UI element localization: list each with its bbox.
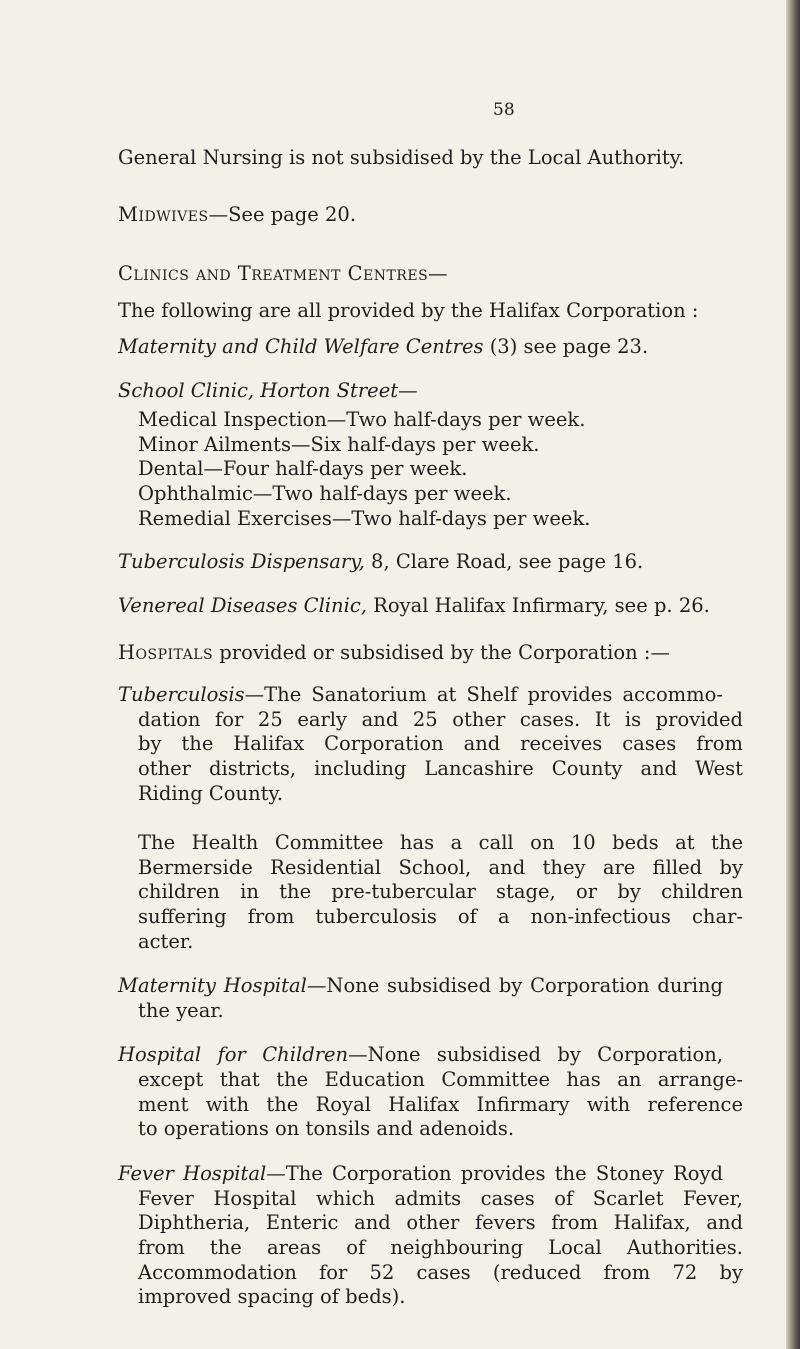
fever-hospital-line-4: from the areas of neighbouring Local Authorities.: [138, 1236, 743, 1259]
fever-hospital-line-3: Diphtheria, Enteric and other fevers from Halifax, and: [138, 1211, 743, 1234]
school-clinic-title: School Clinic, Horton Street—: [118, 379, 418, 402]
bermerside-line-5: acter.: [138, 930, 194, 953]
vd-clinic-title: Venereal Diseases Clinic,: [118, 594, 367, 617]
tb-dispensary-line: [118, 552, 643, 572]
fever-hospital-line-5: Accommodation for 52 cases (reduced from 72 by: [138, 1261, 743, 1284]
tuberculosis-text-1: —The Sanatorium at Shelf provides accommo-: [244, 683, 723, 706]
fever-hospital-line-2: Fever Hospital which admits cases of Scarlet Fever,: [138, 1187, 743, 1210]
tuberculosis-line-3: by the Halifax Corporation and receives cases from: [138, 732, 743, 755]
fever-hospital-line-6: improved spacing of beds).: [138, 1285, 406, 1308]
children-hospital-line-3: ment with the Royal Halifax Infirmary with reference: [138, 1093, 743, 1116]
children-hospital-line-1: [118, 1045, 723, 1065]
school-item-dental: Dental—Four half-days per week.: [138, 457, 468, 480]
midwives-text: —See page 20.: [208, 203, 357, 226]
school-item-remedial: Remedial Exercises—Two half-days per week.: [138, 507, 591, 530]
maternity-hospital-line-1: [118, 976, 723, 996]
clinics-heading: Clinics and Treatment Centres—: [118, 262, 449, 285]
vd-clinic-text: Royal Halifax Infirmary, see p. 26.: [366, 594, 710, 617]
tb-dispensary-text: 8, Clare Road, see page 16.: [364, 550, 644, 573]
fever-hospital-line-1: [118, 1164, 723, 1184]
fever-hospital-text-1: —The Corporation provides the Stoney Royd: [266, 1162, 723, 1185]
maternity-hospital-line-2: the year.: [138, 999, 224, 1022]
children-hospital-line-2: except that the Education Committee has an arrange-: [138, 1068, 743, 1091]
maternity-centres-title: Maternity and Child Welfare Centres: [118, 335, 484, 358]
school-item-ophthalmic: Ophthalmic—Two half-days per week.: [138, 482, 512, 505]
bermerside-line-1: The Health Committee has a call on 10 beds at the: [138, 831, 743, 854]
bermerside-line-4: suffering from tuberculosis of a non-infectious char-: [138, 905, 743, 928]
fever-hospital-title: Fever Hospital: [118, 1162, 267, 1185]
hospitals-heading-line: [118, 643, 670, 663]
page-edge-shadow: [786, 0, 800, 1349]
school-item-minor: Minor Ailments—Six half-days per week.: [138, 433, 540, 456]
maternity-hospital-text-1: —None subsidised by Corporation during: [306, 974, 723, 997]
hospitals-heading: Hospitals: [118, 641, 214, 664]
page-number: 58: [493, 100, 515, 120]
tb-dispensary-title: Tuberculosis Dispensary,: [118, 550, 365, 573]
tuberculosis-line-5: Riding County.: [138, 782, 284, 805]
children-hospital-title: Hospital for Children: [118, 1043, 349, 1066]
children-hospital-text-1: —None subsidised by Corporation,: [348, 1043, 724, 1066]
bermerside-line-3: children in the pre-tubercular stage, or by children: [138, 880, 743, 903]
tuberculosis-line-4: other districts, including Lancashire County and West: [138, 757, 743, 780]
general-nursing-line: General Nursing is not subsidised by the Local Authority.: [118, 146, 685, 169]
hospitals-heading-text: provided or subsidised by the Corporation :—: [213, 641, 670, 664]
tuberculosis-title: Tuberculosis: [118, 683, 245, 706]
midwives-line: [118, 205, 356, 225]
bermerside-line-2: Bermerside Residential School, and they are filled by: [138, 856, 743, 879]
maternity-hospital-title: Maternity Hospital: [118, 974, 307, 997]
maternity-centres-line: [118, 337, 648, 357]
midwives-heading: Midwives: [118, 203, 209, 226]
clinics-intro: The following are all provided by the Halifax Corporation :: [118, 299, 699, 322]
school-item-medical: Medical Inspection—Two half-days per week.: [138, 408, 586, 431]
vd-clinic-line: [118, 596, 710, 616]
tuberculosis-line-1: [118, 685, 723, 705]
maternity-centres-text: (3) see page 23.: [483, 335, 649, 358]
children-hospital-line-4: to operations on tonsils and adenoids.: [138, 1117, 515, 1140]
tuberculosis-line-2: dation for 25 early and 25 other cases. It is provided: [138, 708, 743, 731]
